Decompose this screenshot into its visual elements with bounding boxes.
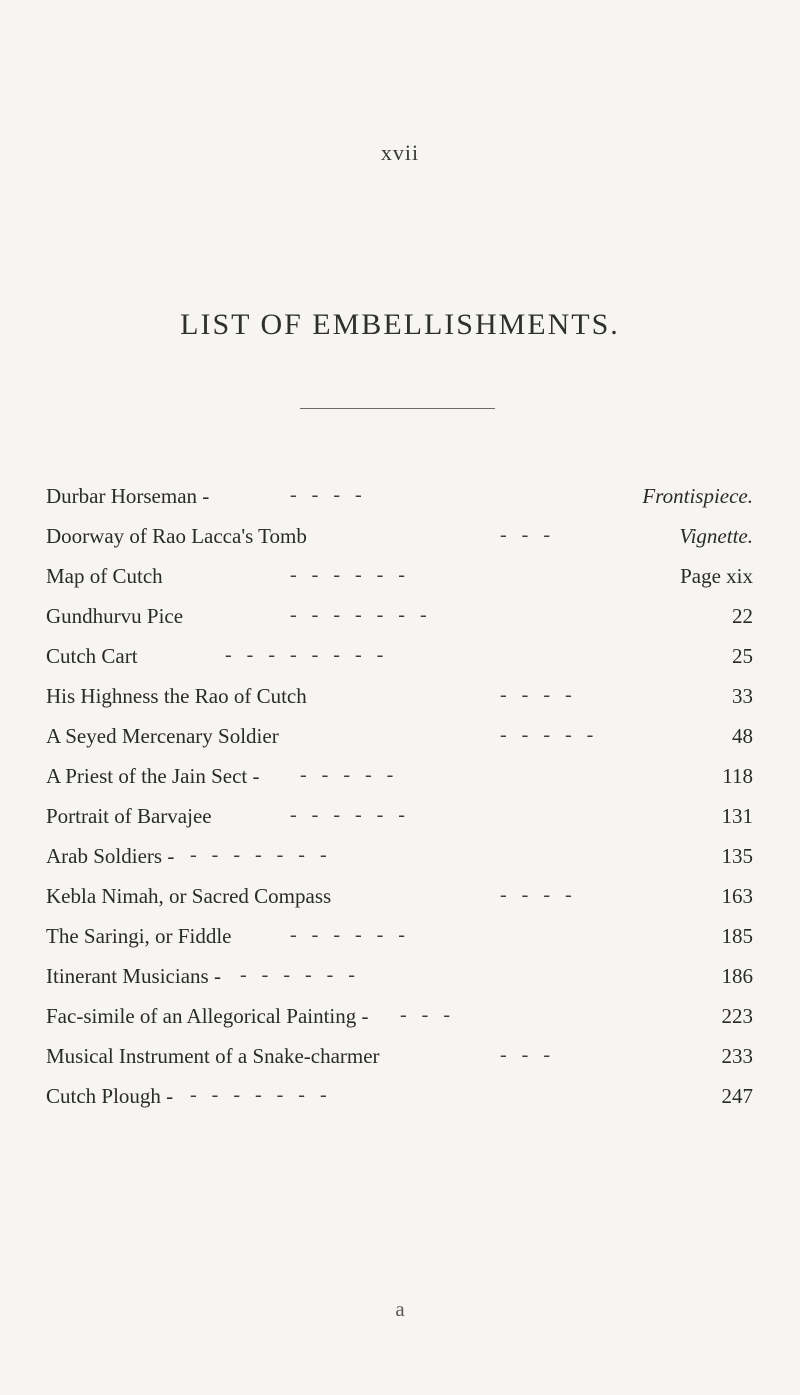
list-item	[0, 484, 800, 524]
entry-title: Musical Instrument of a Snake-charmer	[46, 1044, 380, 1068]
entry-leader: - - - - -	[300, 764, 394, 786]
list-item	[0, 804, 800, 844]
entry-page: Vignette.	[679, 524, 753, 548]
signature-mark: a	[395, 1297, 405, 1321]
entry-leader: - - - - - - -	[190, 1084, 327, 1106]
list-item	[0, 604, 800, 644]
entry-title: Map of Cutch	[46, 564, 163, 588]
entry-page: 33	[732, 684, 753, 708]
entry-leader: - - -	[400, 1004, 450, 1026]
entry-page: 233	[721, 1044, 753, 1068]
list-item	[0, 724, 800, 764]
entry-title: The Saringi, or Fiddle	[46, 924, 232, 948]
entry-page: 25	[732, 644, 753, 668]
title-divider	[300, 408, 495, 409]
entry-leader: - - - -	[500, 884, 572, 906]
entry-title: Durbar Horseman -	[46, 484, 210, 508]
entry-page: 118	[722, 764, 753, 788]
list-item	[0, 764, 800, 804]
entry-title: A Seyed Mercenary Soldier	[46, 724, 279, 748]
entry-title: Fac-simile of an Allegorical Painting -	[46, 1004, 369, 1028]
list-item	[0, 524, 800, 564]
entry-leader: - - - - - -	[290, 564, 405, 586]
entry-leader: - - - - - -	[290, 804, 405, 826]
entry-leader: - - - -	[290, 484, 362, 506]
list-item	[0, 1044, 800, 1084]
entry-leader: - - - - - - -	[190, 844, 327, 866]
entry-leader: - - - - - -	[240, 964, 355, 986]
entry-page: 22	[732, 604, 753, 628]
entry-title: Portrait of Barvajee	[46, 804, 212, 828]
entry-page: 185	[721, 924, 753, 948]
list-item	[0, 1084, 800, 1124]
entry-page: 247	[721, 1084, 753, 1108]
page-title: LIST OF EMBELLISHMENTS.	[180, 308, 620, 341]
entry-leader: - - -	[500, 524, 550, 546]
entry-leader: - - - - - - -	[290, 604, 427, 626]
entry-title: Arab Soldiers -	[46, 844, 175, 868]
entry-leader: - - - -	[500, 684, 572, 706]
entry-title: Doorway of Rao Lacca's Tomb	[46, 524, 307, 548]
entry-page: 131	[721, 804, 753, 828]
entry-title: Gundhurvu Pice	[46, 604, 184, 628]
entry-page: 163	[721, 884, 753, 908]
list-item	[0, 564, 800, 604]
entry-page: 135	[721, 844, 753, 868]
entry-title: Cutch Plough -	[46, 1084, 174, 1108]
entry-page: 223	[721, 1004, 753, 1028]
entry-page: 48	[732, 724, 753, 748]
entry-title: Itinerant Musicians -	[46, 964, 221, 988]
entry-title: A Priest of the Jain Sect -	[46, 764, 260, 788]
list-item	[0, 924, 800, 964]
page-number: xvii	[380, 140, 420, 165]
list-item	[0, 844, 800, 884]
list-item	[0, 684, 800, 724]
list-item	[0, 884, 800, 924]
entry-title: Kebla Nimah, or Sacred Compass	[46, 884, 332, 908]
list-item	[0, 1004, 800, 1044]
list-item	[0, 964, 800, 1004]
entry-leader: - - -	[500, 1044, 550, 1066]
entry-page: Page xix	[680, 564, 753, 588]
entry-leader: - - - - - -	[290, 924, 405, 946]
entry-page: Frontispiece.	[642, 484, 753, 508]
entry-title: Cutch Cart	[46, 644, 138, 668]
list-item	[0, 644, 800, 684]
entry-page: 186	[721, 964, 753, 988]
entry-leader: - - - - -	[500, 724, 594, 746]
entry-title: His Highness the Rao of Cutch	[46, 684, 307, 708]
entry-leader: - - - - - - - -	[225, 644, 384, 666]
